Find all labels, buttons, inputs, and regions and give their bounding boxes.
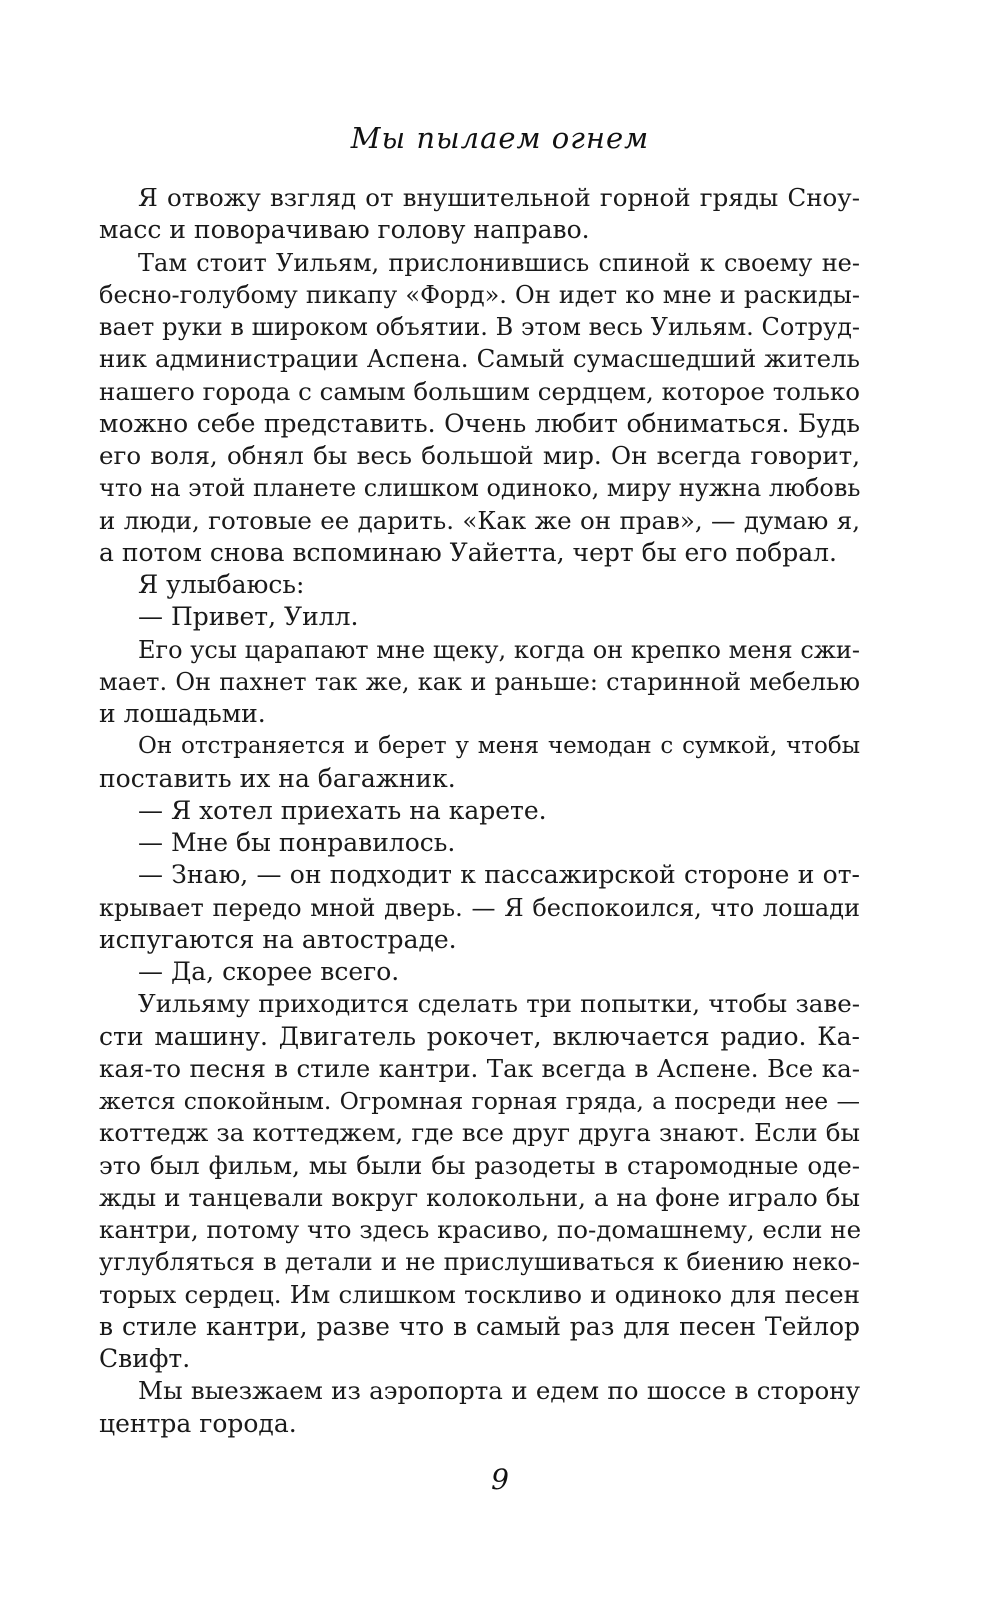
text-line: Он отстраняется и берет у меня чемодан с сумкой, чтобы bbox=[138, 733, 860, 760]
text-line: — Привет, Уилл. bbox=[138, 602, 359, 632]
text-line: в стиле кантри, разве что в самый раз для песен Тейлор bbox=[99, 1311, 860, 1341]
body-text bbox=[99, 182, 860, 1440]
text-line: Мы выезжаем из аэропорта и едем по шоссе в сторону bbox=[138, 1376, 860, 1406]
text-line: Я улыбаюсь: bbox=[138, 570, 305, 599]
text-line: и лошадьми. bbox=[99, 699, 266, 728]
text-line: — Знаю, — он подходит к пассажирской стороне и от- bbox=[138, 860, 860, 890]
text-line: кая-то песня в стиле кантри. Так всегда в Аспене. Все ка- bbox=[99, 1053, 860, 1083]
text-line: — Я хотел приехать на карете. bbox=[138, 795, 547, 825]
running-title: Мы пылаем огнем bbox=[350, 121, 650, 155]
text-line: центра города. bbox=[99, 1408, 297, 1438]
text-line: можно себе представить. Очень любит обниматься. Будь bbox=[99, 408, 860, 438]
text-line: масс и поворачиваю голову направо. bbox=[99, 215, 590, 245]
text-line: Его усы царапают мне щеку, когда он крепко меня сжи- bbox=[138, 635, 860, 664]
text-line: ник администрации Аспена. Самый сумасшедший житель bbox=[99, 344, 860, 374]
text-line: — Да, скорее всего. bbox=[138, 957, 400, 986]
text-line: Свифт. bbox=[99, 1344, 191, 1373]
text-line: коттедж за коттеджем, где все друг друга знают. Если бы bbox=[99, 1118, 860, 1148]
text-line: и люди, готовые ее дарить. «Как же он прав», — думаю я, bbox=[99, 505, 860, 535]
text-line: это был фильм, мы были бы разодеты в старомодные оде- bbox=[99, 1150, 860, 1180]
page-number: 9 bbox=[491, 1463, 509, 1496]
text-line: жды и танцевали вокруг колокольни, а на фоне играло бы bbox=[99, 1182, 860, 1212]
text-line: что на этой планете слишком одиноко, миру нужна любовь bbox=[99, 474, 861, 503]
text-line: вает руки в широком объятии. В этом весь Уильям. Сотруд- bbox=[99, 313, 860, 341]
text-line: жется спокойным. Огромная горная гряда, а посреди нее — bbox=[99, 1087, 860, 1115]
text-line: Там стоит Уильям, прислонившись спиной к своему не- bbox=[138, 248, 860, 277]
text-line: нашего города с самым большим сердцем, которое только bbox=[99, 376, 860, 406]
text-line: его воля, обнял бы весь большой мир. Он всегда говорит, bbox=[99, 441, 860, 470]
text-line: крывает передо мной дверь. — Я беспокоился, что лошади bbox=[99, 893, 860, 922]
text-line: поставить их на багажник. bbox=[99, 763, 456, 793]
text-line: — Мне бы понравилось. bbox=[138, 828, 456, 857]
text-line: сти машину. Двигатель рокочет, включается радио. Ка- bbox=[99, 1021, 860, 1051]
text-line: а потом снова вспоминаю Уайетта, черт бы его побрал. bbox=[99, 537, 837, 567]
text-line: мает. Он пахнет так же, как и раньше: старинной мебелью bbox=[99, 667, 860, 696]
text-line: торых сердец. Им слишком тоскливо и одиноко для песен bbox=[99, 1279, 860, 1309]
text-line: бесно-голубому пикапу «Форд». Он идет ко мне и раскиды- bbox=[99, 280, 860, 309]
text-line: кантри, потому что здесь красиво, по-домашнему, если не bbox=[99, 1215, 862, 1244]
text-line: испугаются на автостраде. bbox=[99, 924, 457, 954]
text-line: Уильяму приходится сделать три попытки, чтобы заве- bbox=[138, 989, 860, 1019]
text-line: углубляться в детали и не прислушиваться к биению неко- bbox=[99, 1248, 860, 1277]
text-line: Я отвожу взгляд от внушительной горной гряды Сноу- bbox=[138, 183, 860, 212]
